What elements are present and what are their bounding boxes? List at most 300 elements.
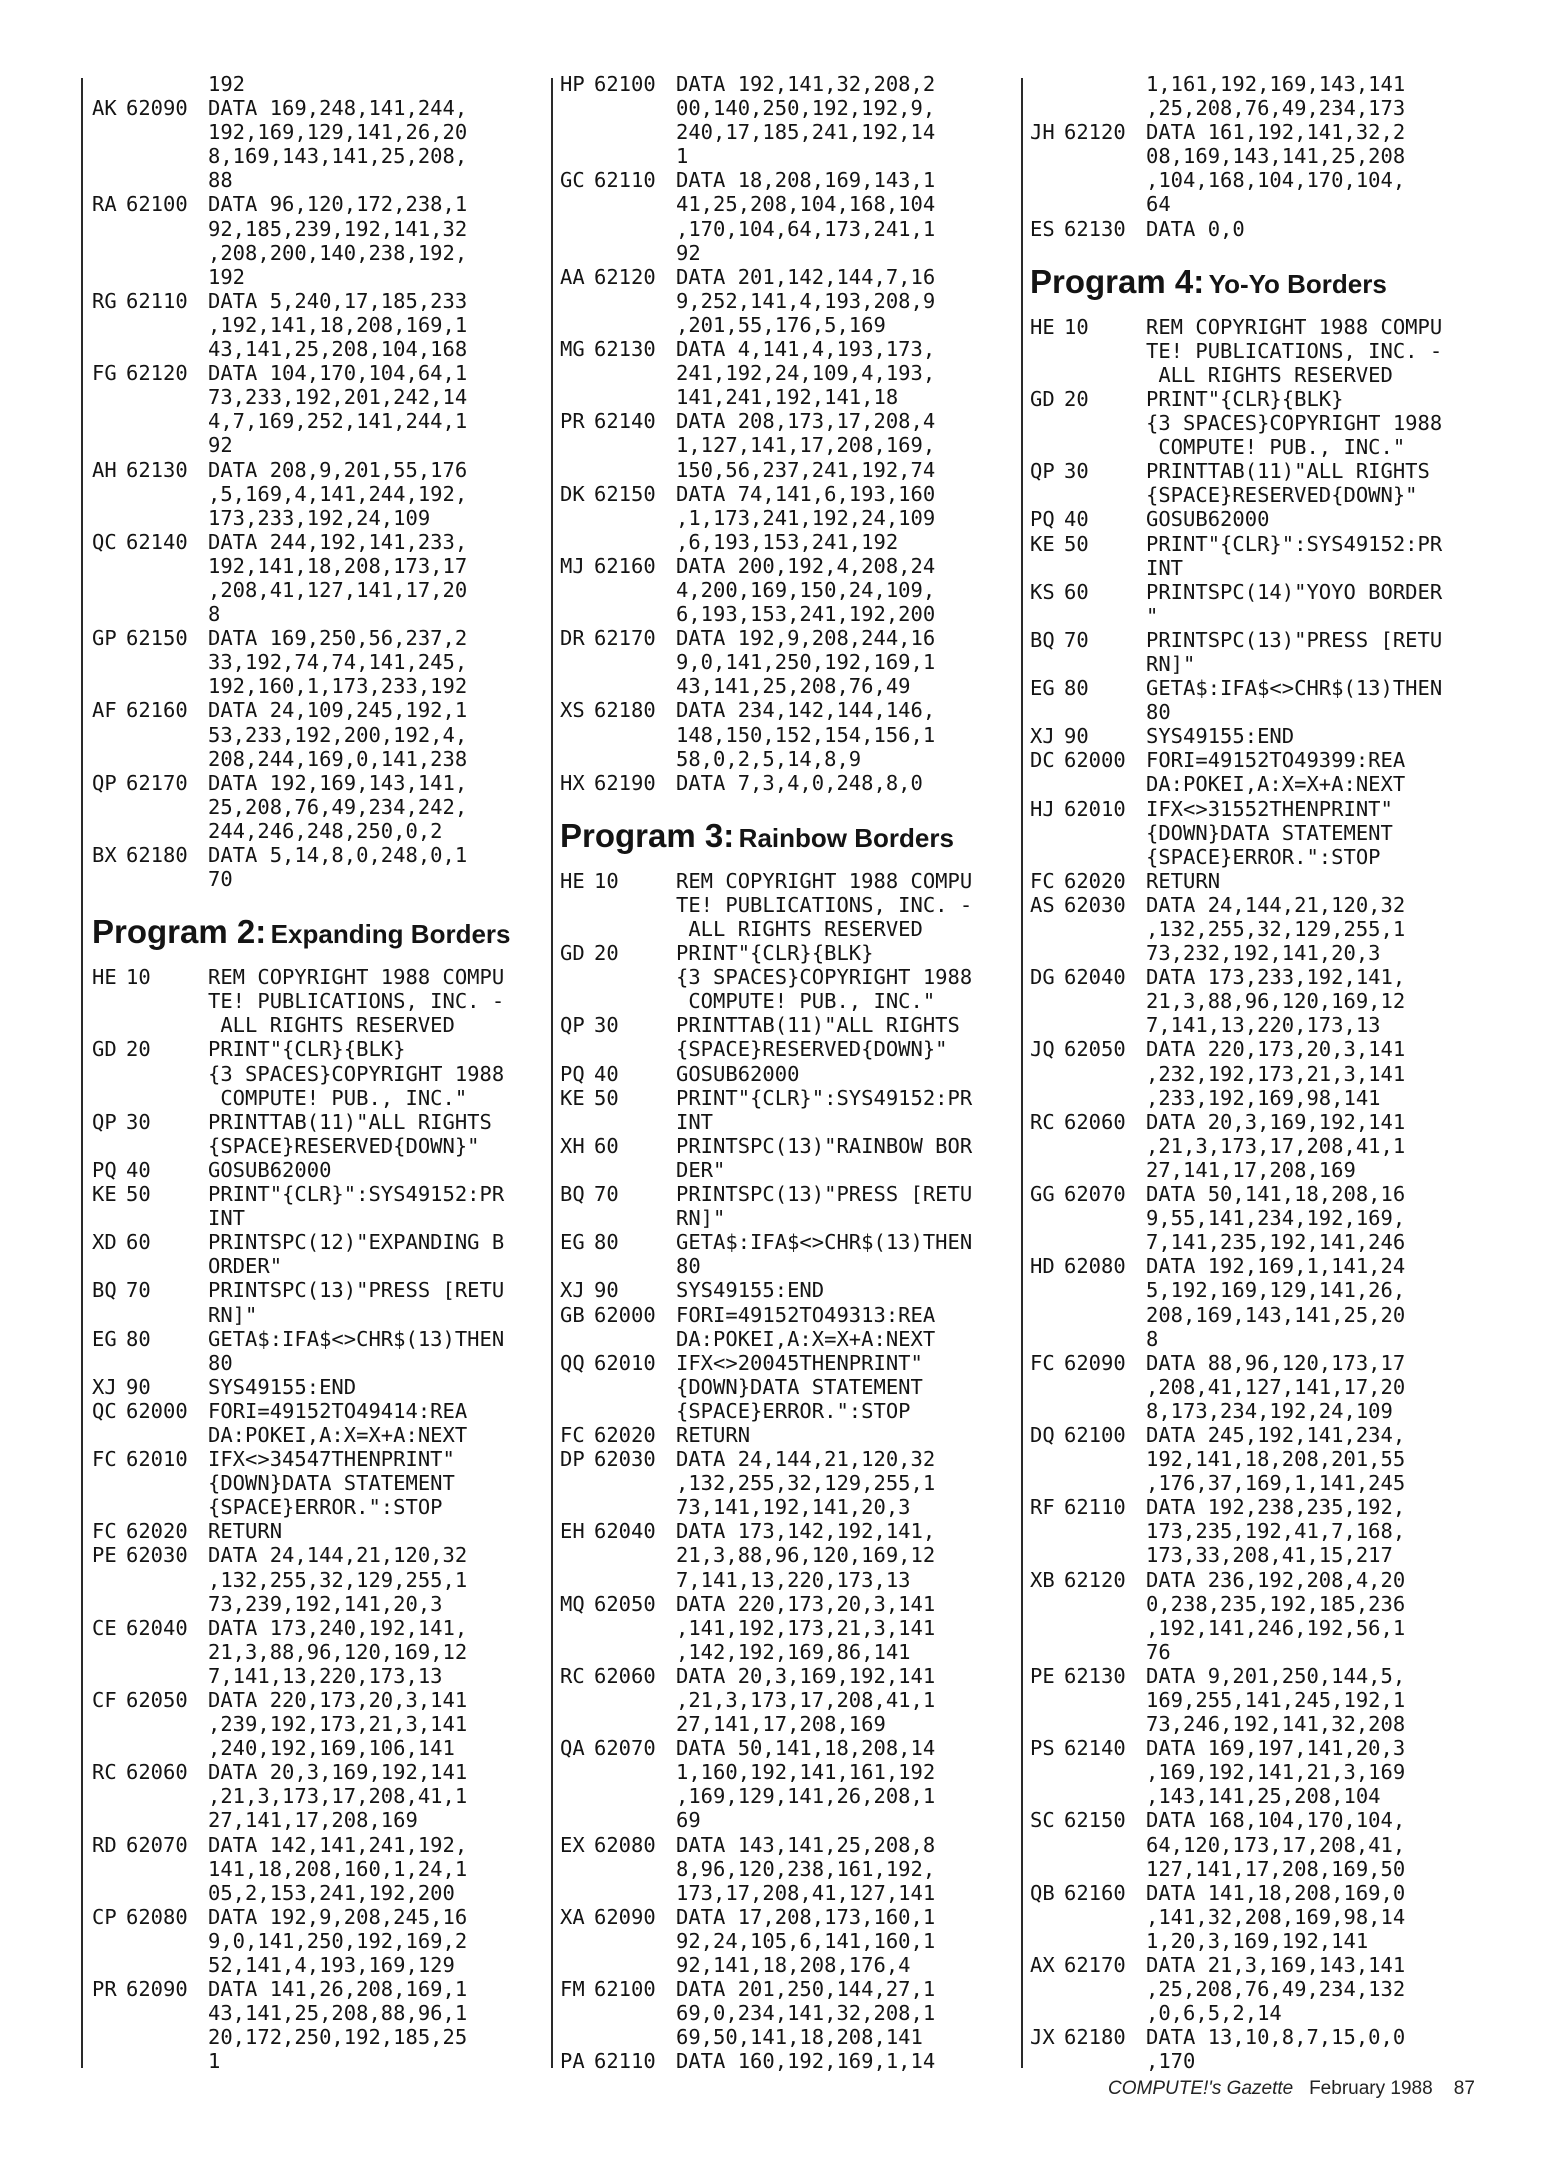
code-text: PRINT"{CLR}":SYS49152:PR [676,1085,973,1110]
code-line [560,265,1016,289]
checksum [1030,72,1064,96]
code-text: ,208,200,140,238,192, [208,240,468,265]
code-line [1030,1688,1482,1712]
line-number: 62060 [126,1760,188,1785]
checksum [1030,604,1064,628]
checksum [92,2001,126,2025]
checksum [92,337,126,361]
code-text: 76 [1146,1639,1171,1664]
line-number [594,1543,676,1567]
code-text: DATA 234,142,144,146, [676,698,936,723]
checksum [560,1760,594,1784]
checksum [92,819,126,843]
code-line [92,1977,544,2001]
checksum [1030,1278,1064,1302]
line-number: 62020 [1064,868,1126,893]
checksum [1030,1905,1064,1929]
checksum [92,578,126,602]
code-text: DATA 169,197,141,20,3 [1146,1736,1406,1761]
code-line [1030,1037,1482,1061]
code-text: 43,141,25,208,104,168 [208,337,468,362]
code-line [1030,1664,1482,1688]
code-line [92,554,544,578]
code-text: 1,161,192,169,143,141 [1146,72,1406,96]
code-text: DATA 245,192,141,234, [1146,1422,1406,1447]
program-number: Program 2: [92,913,267,951]
footer-issue: February 1988 [1309,2078,1433,2099]
code-line [1030,1303,1482,1327]
code-text: DATA 104,170,104,64,1 [208,361,468,386]
code-line [92,120,544,144]
code-line [560,385,1016,409]
checksum: HE [560,868,585,893]
line-number: 20 [1064,386,1089,411]
checksum [92,1303,126,1327]
checksum [1030,2001,1064,2025]
code-line [1030,120,1482,144]
code-text: PRINTSPC(13)"PRESS [RETU [676,1182,973,1207]
code-text: DATA 220,173,20,3,141 [1146,1037,1406,1062]
code-text: ORDER" [208,1254,283,1279]
code-line [92,602,544,626]
checksum [92,1953,126,1977]
line-number: 62080 [126,1904,188,1929]
column-rule [81,78,83,2068]
code-line [1030,989,1482,1013]
code-line [92,650,544,674]
line-number [594,144,676,168]
code-line [1030,1857,1482,1881]
code-text: DATA 169,250,56,237,2 [208,626,468,651]
code-text: 8 [1146,1326,1159,1351]
checksum [92,1784,126,1808]
code-text: {DOWN}DATA STATEMENT [208,1471,455,1496]
code-text: 64,120,173,17,208,41, [1146,1832,1406,1857]
code-line [560,1543,1016,1567]
code-line [560,1640,1016,1664]
code-line [1030,652,1482,676]
checksum [1030,1857,1064,1881]
code-line [92,1712,544,1736]
code-text: ,201,55,176,5,169 [676,312,886,337]
line-number [594,747,676,771]
checksum: KE [92,1182,117,1207]
code-text: 41,25,208,104,168,104 [676,192,936,217]
checksum [560,1543,594,1567]
checksum [1030,1447,1064,1471]
checksum [560,458,594,482]
code-text: 173,17,208,41,127,141 [676,1880,936,1905]
code-text: DATA 173,142,192,141, [676,1519,936,1544]
code-line [92,1254,544,1278]
checksum [92,1495,126,1519]
line-number [126,72,208,96]
code-line [560,893,1016,917]
code-text: 141,18,208,160,1,24,1 [208,1856,468,1881]
code-text: 7,141,235,192,141,246 [1146,1230,1406,1255]
code-text: {SPACE}RESERVED{DOWN}" [208,1133,480,1158]
checksum: PR [92,1977,117,2002]
checksum: QC [92,1398,117,1423]
checksum [92,482,126,506]
checksum [1030,1062,1064,1086]
line-number [126,482,208,506]
page-footer [1108,2078,1475,2100]
line-number [594,1399,676,1423]
program-heading [92,913,544,951]
checksum: BQ [560,1182,585,1207]
code-line [1030,676,1482,700]
code-text: 150,56,237,241,192,74 [676,457,936,482]
line-number [126,168,208,192]
checksum: DQ [1030,1422,1055,1447]
code-text: INT [208,1206,246,1231]
checksum [560,1929,594,1953]
checksum: XB [1030,1567,1055,1592]
line-number [594,1640,676,1664]
code-text: DATA 200,192,4,208,24 [676,553,936,578]
code-text: {3 SPACES}COPYRIGHT 1988 [1146,411,1443,436]
code-text: DATA 7,3,4,0,248,8,0 [676,770,923,795]
code-text: 92,24,105,6,141,160,1 [676,1928,936,1953]
code-line [92,867,544,891]
code-line [92,1375,544,1399]
checksum: ES [1030,216,1055,241]
line-number [594,1857,676,1881]
code-line [560,2001,1016,2025]
code-text: 92,185,239,192,141,32 [208,216,468,241]
line-number [594,1327,676,1351]
program-title: Rainbow Borders [738,822,954,853]
code-line [1030,1736,1482,1760]
checksum: RD [92,1832,117,1857]
line-number [594,313,676,337]
checksum [92,602,126,626]
line-number: 50 [126,1182,151,1207]
code-line [1030,1182,1482,1206]
code-line [92,192,544,216]
code-text: DATA 17,208,173,160,1 [676,1904,936,1929]
line-number [1064,1857,1146,1881]
checksum [92,72,126,96]
code-text: 80 [676,1254,701,1279]
checksum [1030,1158,1064,1182]
code-text: ,6,193,153,241,192 [676,529,899,554]
code-line [1030,628,1482,652]
line-number [594,917,676,941]
line-number [1064,192,1146,216]
code-text: RETURN [676,1422,751,1447]
line-number [126,1423,208,1447]
line-number [1064,483,1146,507]
line-number: 40 [594,1061,619,1086]
code-line [1030,72,1482,96]
checksum [560,1471,594,1495]
checksum: MJ [560,553,585,578]
checksum: HE [92,965,117,990]
line-number: 62060 [594,1663,656,1688]
code-line [92,1519,544,1543]
code-line [92,1905,544,1929]
line-number: 62160 [1064,1880,1126,1905]
line-number [594,1158,676,1182]
checksum [92,313,126,337]
code-line [560,96,1016,120]
code-text: ,0,6,5,2,14 [1146,2001,1282,2026]
checksum [560,674,594,698]
code-text: ,141,192,173,21,3,141 [676,1615,936,1640]
code-line [560,241,1016,265]
line-number [126,2025,208,2049]
checksum [1030,1206,1064,1230]
code-text: DATA 50,141,18,208,16 [1146,1182,1406,1207]
line-number [126,2001,208,2025]
code-text: ,104,168,104,170,104, [1146,168,1406,193]
code-line [1030,507,1482,531]
code-line [1030,1375,1482,1399]
checksum [560,120,594,144]
code-text: ,232,192,173,21,3,141 [1146,1061,1406,1086]
checksum [1030,483,1064,507]
code-text: 73,246,192,141,32,208 [1146,1712,1406,1737]
checksum [1030,989,1064,1013]
line-number [126,1712,208,1736]
code-line [1030,1327,1482,1351]
code-text: DATA 192,169,143,141, [208,770,468,795]
checksum: QP [560,1013,585,1038]
line-number [126,674,208,698]
code-line [92,1929,544,1953]
code-line [560,626,1016,650]
checksum [92,2049,126,2073]
code-line [560,650,1016,674]
line-number [126,650,208,674]
line-number [1064,1399,1146,1423]
code-line [1030,1929,1482,1953]
code-line [560,1712,1016,1736]
code-text: 192,141,18,208,173,17 [208,553,468,578]
checksum: DG [1030,965,1055,990]
checksum [92,120,126,144]
checksum [92,433,126,457]
line-number [594,385,676,409]
line-number: 62030 [1064,892,1126,917]
code-text: 58,0,2,5,14,8,9 [676,746,862,771]
code-text: ,21,3,173,17,208,41,1 [1146,1133,1406,1158]
code-text: 169,255,141,245,192,1 [1146,1688,1406,1712]
line-number [126,867,208,891]
code-line [1030,1568,1482,1592]
checksum [92,1736,126,1760]
line-number [1064,1784,1146,1808]
checksum [92,723,126,747]
code-text: ,21,3,173,17,208,41,1 [676,1688,936,1712]
code-text: ,208,41,127,141,17,20 [1146,1374,1406,1399]
code-line [1030,1833,1482,1857]
code-line [560,1857,1016,1881]
line-number: 62150 [594,481,656,506]
column-rule [1021,78,1023,2068]
code-line [92,1640,544,1664]
checksum: FC [560,1422,585,1447]
line-number: 62140 [1064,1736,1126,1761]
code-text: 73,239,192,141,20,3 [208,1591,443,1616]
code-text: {SPACE}ERROR.":STOP [208,1495,443,1520]
code-line [560,869,1016,893]
code-line [1030,1977,1482,2001]
code-line [1030,1905,1482,1929]
checksum [92,217,126,241]
code-text: PRINT"{CLR}{BLK} [1146,386,1344,411]
checksum: GC [560,168,585,193]
line-number: 62130 [594,337,656,362]
code-line [92,1062,544,1086]
checksum [560,1158,594,1182]
line-number [126,144,208,168]
checksum: AK [92,96,117,121]
checksum [92,674,126,698]
code-text: 173,233,192,24,109 [208,505,431,530]
line-number [126,120,208,144]
footer-page-number: 87 [1453,2078,1475,2099]
checksum: PQ [1030,507,1055,532]
code-line [92,1399,544,1423]
checksum: AF [92,698,117,723]
checksum [1030,556,1064,580]
checksum [1030,1616,1064,1640]
checksum: BQ [1030,627,1055,652]
checksum [92,506,126,530]
code-line [1030,869,1482,893]
checksum [560,1375,594,1399]
code-text: 21,3,88,96,120,169,12 [1146,989,1406,1014]
checksum [92,1640,126,1664]
line-number: 62180 [1064,2025,1126,2050]
code-line [560,1013,1016,1037]
line-number: 62180 [594,698,656,723]
code-text: DATA 244,192,141,233, [208,529,468,554]
checksum: KS [1030,579,1055,604]
column-rule [551,78,553,2068]
code-line [560,1881,1016,1905]
code-text: 4,200,169,150,24,109, [676,577,936,602]
checksum [92,1423,126,1447]
line-number: 80 [126,1326,151,1351]
line-number [594,1881,676,1905]
checksum: AX [1030,1953,1055,1978]
code-line [560,1568,1016,1592]
line-number [1064,2049,1146,2073]
checksum: MQ [560,1591,585,1616]
code-line [560,1905,1016,1929]
checksum [1030,1327,1064,1351]
code-text: ,132,255,32,129,255,1 [1146,917,1406,941]
checksum: GP [92,626,117,651]
code-line [1030,1808,1482,1832]
code-line [560,1254,1016,1278]
code-line [560,1375,1016,1399]
line-number: 62120 [126,361,188,386]
code-line [560,192,1016,216]
code-line [92,1664,544,1688]
checksum: EG [1030,676,1055,701]
code-text: 8,173,234,192,24,109 [1146,1398,1393,1423]
code-line [560,1977,1016,2001]
code-text: DA:POKEI,A:X=X+A:NEXT [676,1326,936,1351]
line-number [1064,1616,1146,1640]
checksum: FM [560,1977,585,2002]
line-number: 30 [1064,459,1089,484]
code-line [1030,411,1482,435]
line-number: 62150 [1064,1808,1126,1833]
checksum: PR [560,409,585,434]
line-number [594,1953,676,1977]
line-number [126,723,208,747]
code-line [560,1134,1016,1158]
checksum: GD [560,941,585,966]
code-line [560,1760,1016,1784]
line-number [126,2049,208,2073]
line-number: 70 [1064,627,1089,652]
checksum [1030,192,1064,216]
code-text: DATA 24,144,21,120,32 [208,1543,468,1568]
code-line [1030,1110,1482,1134]
code-text: PRINT"{CLR}{BLK} [676,941,874,966]
checksum [560,650,594,674]
code-text: 20,172,250,192,185,25 [208,2025,468,2050]
checksum: RG [92,288,117,313]
checksum [1030,411,1064,435]
code-line [92,265,544,289]
code-line [1030,1471,1482,1495]
code-line [1030,1062,1482,1086]
code-line [1030,192,1482,216]
checksum [560,917,594,941]
code-text: DATA 142,141,241,192, [208,1832,468,1857]
code-text: COMPUTE! PUB., INC." [1146,435,1406,460]
code-line [1030,459,1482,483]
line-number [1064,1206,1146,1230]
code-text: PRINTTAB(11)"ALL RIGHTS [676,1013,960,1038]
code-line [560,1519,1016,1543]
code-line [560,361,1016,385]
line-number [594,1760,676,1784]
line-number: 62130 [126,457,188,482]
checksum [560,530,594,554]
code-line [92,409,544,433]
code-text: PRINT"{CLR}":SYS49152:PR [1146,531,1443,556]
code-text: DATA 50,141,18,208,14 [676,1736,936,1761]
code-text: PRINTSPC(13)"PRESS [RETU [1146,627,1443,652]
code-line [560,217,1016,241]
program-number: Program 4: [1030,262,1205,300]
line-number: 62070 [1064,1182,1126,1207]
code-text: RN]" [676,1206,726,1231]
checksum [560,217,594,241]
code-text: GETA$:IFA$<>CHR$(13)THEN [676,1230,973,1255]
line-number [126,1303,208,1327]
checksum [92,650,126,674]
line-number [1064,556,1146,580]
checksum: XS [560,698,585,723]
checksum [1030,1375,1064,1399]
checksum [92,1857,126,1881]
code-line [92,1881,544,1905]
code-line [560,2049,1016,2073]
code-text: INT [676,1109,714,1134]
code-line [92,1447,544,1471]
line-number: 62100 [1064,1422,1126,1447]
